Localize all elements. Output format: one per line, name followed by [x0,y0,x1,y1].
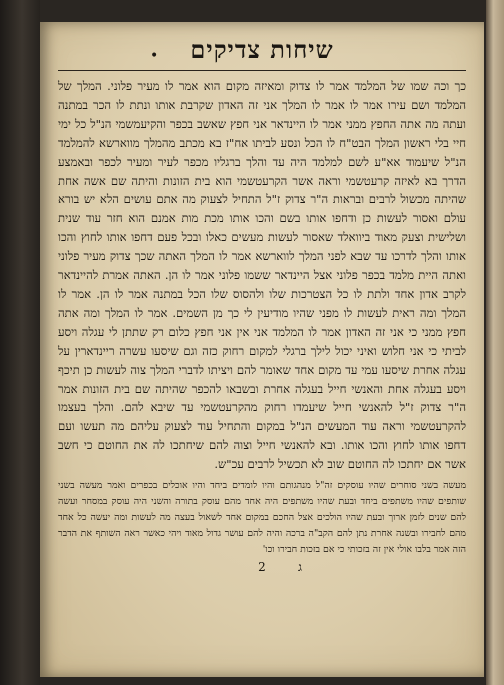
book-page [40,22,484,677]
next-page-edge [486,0,504,685]
header-ornament: • [150,48,159,64]
signature-mark: ג [298,560,302,575]
page-number: 2 [258,560,266,575]
page-header [58,30,466,71]
book-spine [0,0,40,685]
main-text-block: כך וכה שמו של המלמד אמר לו צדוק ומאיזה מקום הוא אמר לו מעיר פלוני. המלך של המלמד ושם עירו אמר לו אמר לו המלך אני זה האדון שקרבת אותו ונתת לו הכר במתנה ועתה מה אתה החפץ ממני אמר לו היינדאר אני חפץ שאשב בכפר והקיעמשמי הנ"ל כל ימי חיי בלי ראשון המלך הבט"ח לו הכל ונסע לביתו אח"ז בא מכתב מהמלך מווארשא להמלמד הנ"ל שיעמוד אא"ע לשם למלמד היה עד והלך ברגליו מכפר לעיר ומעיר לכפר ובאמצע הדרך בא לאיזה קרעטשמי וראה אשר הקרעטשמי הוא בית הזונות והיתה שם אשה אחת שהיתה מכשול לרבים ובראות ה"ר צדוק ז"ל התחיל לצעוק מה אתם עושים הלא יש בורא עולם ואסור לעשות כן ודחפו אותו בשם והכו אותו מכת מות אמנם הוא חזר עוד שנית ושלישית וצעק מאוד ביוואלד שאסור לעשות מעשים כאלו ובכל פעם דחפו אותו לחוץ והכו אותו והלך לדרכו עד שבא לפני המלך לווארשא אמר לו המלך האתה שכך צדוק מעיר פלוני ואתה היית מלמד בכפר פלוני אצל היינדאר ששמו פלוני אמר לו הן. האתה אמרת להיינדאר לקרב אדון אחד ולתת לו כל הצטרכות שלו ולהסוס שלו הכל במתנה אמר לו הן. אמר לו המלך ומה ראית לעשות לו מפני שהיו מודיעין לי כך מן השמים. אמר לו המלך ומה אתה חפץ ממני כי אני זה האדון אמר לו המלמד אני אין אני חפץ כלום רק שתתן לי עגלה ויסע לביתי כי אני חלוש ואיני יכול לילך ברגלי למקום רחוק כזה וגם שיסעו עשרה ריינדארין על עגלה אחרת שיסעו עמי עד מקום אחד שאומר להם ויציתו לדברי המלך צוה לעשות כן תיכף ויסע בעגלה אחת והאנשי חייל בעגלה אחרת ובשבאו להכפר שהיתה שם בית הזונות אמר ה"ר צדוק ז"ל להאנשי חייל שיעמדו רחוק מהקרעטשמי עד שיבא להם. והלך בעצמו להקרעטשמי וראה עוד המעשים הנ"ל במקום והתחיל עוד לצעוק עליהם מה תעשו ועם דחפו אותו לחוץ והכו אותו. ובא להאנשי חייל וצוה להם שיחתכו לה את החוטם כי חשב אשר אם יחתכו לה החוטם שוב לא תכשיל לרבים עכ"ש. [58,79,466,472]
note-text-block: מעשה בשני סוחרים שהיו עוסקים זה"ל מנהגותם והיו לומדים ביחד והיו אוכלים בכפרים ואמר מעשה בשני שותפים שהיו משתפים ביחד ובעת שהיו משתפים היה אחד מהם עוסק בתורה והשני היה עוסק במסחר ועשה להם שנים לזמן ארוך ובעת שהיו הולכים אצל החכם במקום אחד לשאול בעצה מה לעשות ומה יעשה כל אחד מהם לחבירו ובשנה אחרת נתן להם הקב"ה ברכה והיה להם עושר גדול מאוד ויהי כאשר ראה השותף את הדבר הזה אמר בלבו אולי אין זה בזכותי כי אם בזכות חבירו וכו' [58,480,466,556]
page-footer [58,560,466,582]
running-head: שיחות צדיקים [190,35,334,64]
page-content [58,30,466,669]
